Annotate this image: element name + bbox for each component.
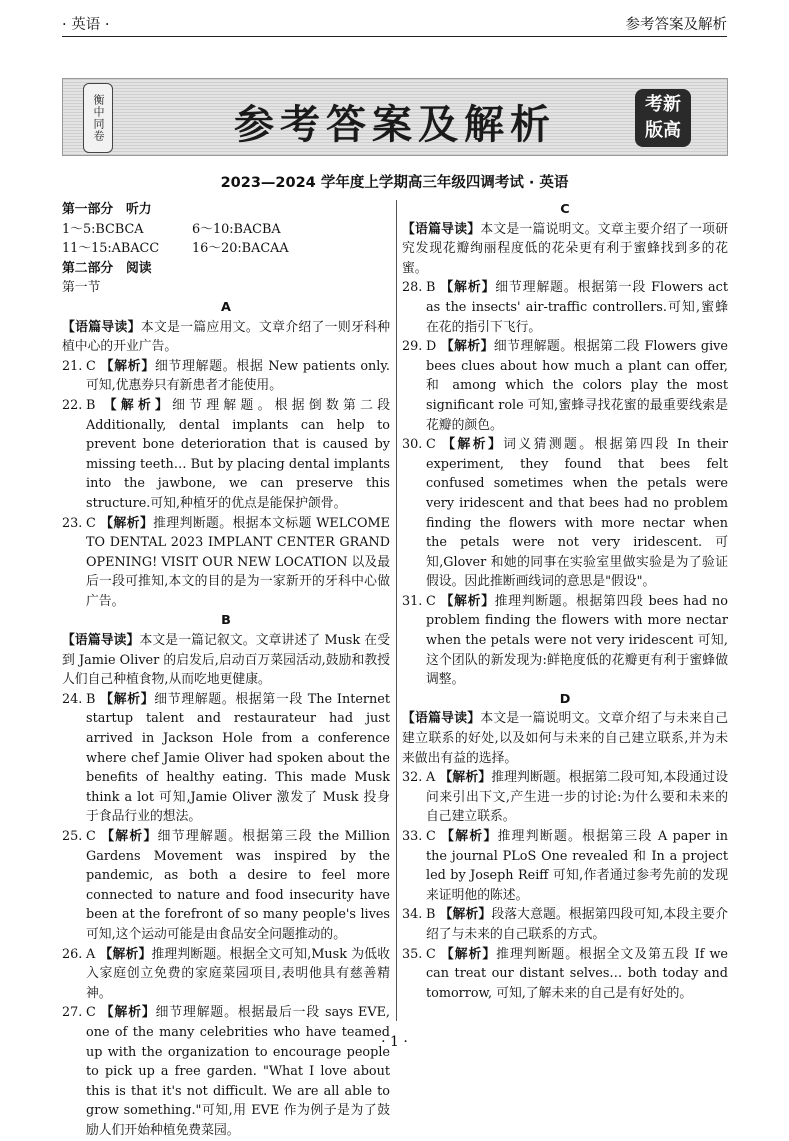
passage-guide: 【语篇导读】本文是一篇说明文。文章主要介绍了一项研究发现花瓣绚丽程度低的花朵更有利于蜜蜂找到多的花蜜。 <box>402 221 729 276</box>
part2-heading: 第二部分 阅读 <box>62 260 152 276</box>
question-item: 22. B 【解析】细节理解题。根据倒数第二段 Additionally, dental implants can help to prevent bone deterioration that is caused by missing teeth… But by placing dental implants into the jawbone, we can preserve this structure.可知,种植牙的优点是能保护颌骨。 <box>62 397 391 511</box>
stamp-logo: 考新 版高 <box>635 89 691 147</box>
question-item: 35. C 【解析】推理判断题。根据全文及第五段 If we can treat our distant selves… both today and tomorrow, 可知,了解未来的自己是有好处的。 <box>402 946 728 1001</box>
passage-label-a: A <box>221 299 231 315</box>
exam-title: 2023—2024 学年度上学期高三年级四调考试 · 英语 <box>220 175 569 191</box>
question-item: 27. C 【解析】细节理解题。根据最后一段 says EVE, one of the many celebrities who have teamed up with the organization to encourage people to pick up a free garden. "What I love about this is that it's not difficult. We are all able to grow something."可知,用 EVE 作为例子是为了鼓励人们开始种植免费菜园。 <box>62 1005 391 1138</box>
question-item: 21. C 【解析】细节理解题。根据 New patients only. 可知,优惠券只有新患者才能使用。 <box>62 358 390 394</box>
header-subject: · 英语 · <box>62 17 110 33</box>
answer-group: 1～5:BCBCA <box>62 221 144 237</box>
part1-heading: 第一部分 听力 <box>62 202 152 217</box>
passage-guide: 【语篇导读】本文是一篇记叙文。文章讲述了 Musk 在受到 Jamie Oliver 的启发后,启动百万菜园活动,鼓励和教授人们自己种植食物,从而吃地更健康。 <box>62 633 390 688</box>
column-divider <box>396 200 397 1021</box>
question-item: 26. A 【解析】推理判断题。根据全文可知,Musk 为低收入家庭创立免费的家庭菜园项目,表明他具有慈善精神。 <box>62 946 390 1001</box>
left-column <box>62 200 390 1141</box>
question-item: 31. C 【解析】推理判断题。根据第四段 bees had no problem finding the flowers with more nectar when the petals were not very iridescent 可知,这个团队的新发现为:鲜艳度低的花瓣更有利于蜜蜂做调整。 <box>402 593 728 688</box>
page-number: · 1 · <box>381 1034 408 1050</box>
question-item: 25. C 【解析】细节理解题。根据第三段 the Million Gardens Movement was inspired by the pandemic, as both a desire to feel more connected to nature and food insecurity have been at the forefront of so many people's lives 可知,这个运动可能是由食品安全问题推动的。 <box>62 829 391 942</box>
seal-logo: 衡中同卷 <box>83 83 113 153</box>
banner-title: 参考答案及解析 <box>234 102 556 148</box>
header-section-title: 参考答案及解析 <box>625 17 727 33</box>
answer-group: 16～20:BACAA <box>192 241 289 257</box>
answer-group: 11～15:ABACC <box>62 241 160 257</box>
passage-label-b: B <box>221 613 231 629</box>
passage-label-c: C <box>560 202 570 217</box>
right-column <box>402 200 728 1003</box>
question-item: 28. B 【解析】细节理解题。根据第一段 Flowers act as the insects' air-traffic controllers.可知,蜜蜂在花的指引下飞行。 <box>402 280 728 335</box>
answer-group: 6～10:BACBA <box>192 221 281 237</box>
passage-label-d: D <box>559 691 571 707</box>
question-item: 34. B 【解析】段落大意题。根据第四段可知,本段主要介绍了与未来的自己联系的方式。 <box>402 907 728 942</box>
section-heading: 第一节 <box>62 280 101 296</box>
question-item: 29. D 【解析】细节理解题。根据第二段 Flowers give bees clues about how much a plant can offer, 和 among which the colors play the most significant role 可知,蜜蜂寻找花蜜的最重要线索是花瓣的颜色。 <box>402 339 728 433</box>
question-item: 24. B 【解析】细节理解题。根据第一段 The Internet startup talent and restaurateur had just arrived in Jackson Hole from a conference where chef Jamie Oliver had spoken about the benefits of healthy eating. This made Musk think a lot 可知,Jamie Oliver 激发了 Musk 投身于食品行业的想法。 <box>62 691 390 825</box>
passage-guide: 【语篇导读】本文是一篇说明文。文章介绍了与未来自己建立联系的好处,以及如何与未来的自己建立联系,并为未来做出有益的选择。 <box>402 711 729 766</box>
question-item: 33. C 【解析】推理判断题。根据第三段 A paper in the journal PLoS One revealed 和 In a project led by Joseph Reiff 可知,作者通过参考先前的发现来证明他的陈述。 <box>402 829 729 903</box>
answer-row <box>62 239 390 259</box>
title-banner <box>62 78 728 156</box>
running-header <box>62 0 727 37</box>
passage-guide: 【语篇导读】本文是一篇应用文。文章介绍了一则牙科种植中心的开业广告。 <box>62 319 391 355</box>
question-item: 23. C 【解析】推理判断题。根据本文标题 WELCOME TO DENTAL 2023 IMPLANT CENTER GRAND OPENING! VISIT OUR NEW LOCATION 以及最后一段可推知,本文的目的是为一家新开的牙科中心做广告。 <box>62 515 390 609</box>
question-item: 32. A 【解析】推理判断题。根据第二段可知,本段通过设问来引出下文,产生进一步的讨论:为什么要和未来的自己建立联系。 <box>402 770 728 825</box>
question-item: 30. C 【解析】词义猜测题。根据第四段 In their experiment, they found that bees felt confused sometimes when the petals were very iridescent and that bees had no problem finding the flowers with more nectar when the petals were not very iridescent. 可知,Glover 和她的同事在实验室里做实验是为了验证假设。因此推断画线词的意思是"假设"。 <box>402 437 728 590</box>
answer-row <box>62 220 390 240</box>
